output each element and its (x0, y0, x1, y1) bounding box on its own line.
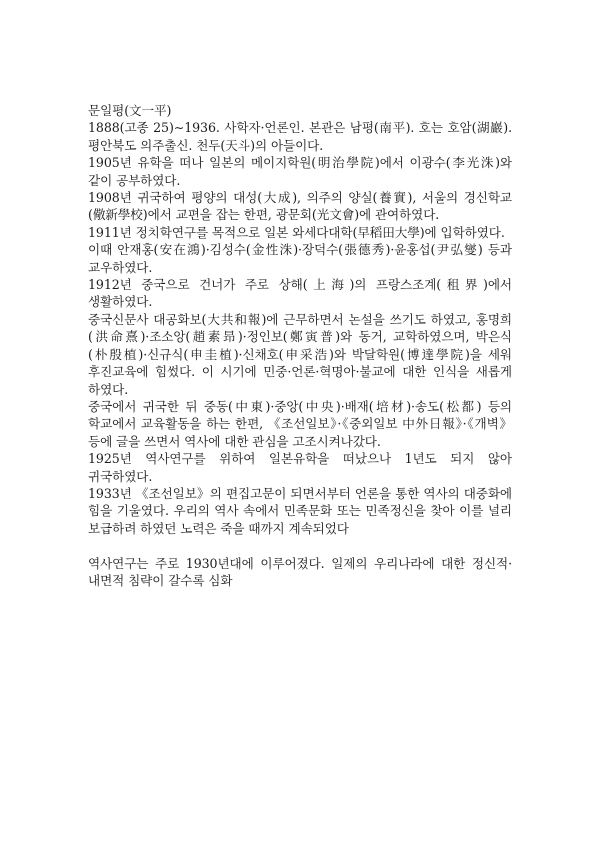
paragraph-birth-info: 1888(고종 25)∼1936. 사학자·언론인. 본관은 남평(南平). 호는 호암(湖巖). 평안북도 의주출신. 천두(天斗)의 아들이다. (88, 120, 512, 153)
document-body (88, 102, 512, 589)
paragraph-return: 중국에서 귀국한 뒤 중동(中東)·중앙(中央)·배재(培材)·송도(松都) 등의 학교에서 교육활동을 하는 한편, 《조선일보》·《중외일보 中外日報》·《개벽》 등에 글을 쓰면서 역사에 대한 관심을 고조시켜나갔다. (88, 398, 512, 449)
paragraph-1908: 1908년 귀국하여 평양의 대성(大成), 의주의 양실(養實), 서울의 경신학교(儆新學校)에서 교편을 잡는 한편, 광문회(光文會)에 관여하였다. (88, 190, 512, 223)
paragraph-newspaper: 중국신문사 대공화보(大共和報)에 근무하면서 논설을 쓰기도 하였고, 홍명희(洪命熹)·조소앙(趙素昻)·정인보(鄭寅普)와 동거, 교학하였으며, 박은식(朴殷植)·신규식(申圭植)·신채호(申采浩)와 박달학원(博達學院)을 세워 후진교육에 힘썼다. 이 시기에 민중·언론·혁명아·불교에 대한 인식을 새롭게 하였다. (88, 311, 512, 397)
paragraph-research: 역사연구는 주로 1930년대에 이루어졌다. 일제의 우리나라에 대한 정신적·내면적 침략이 갈수록 심화 (88, 555, 512, 588)
paragraph-1911: 1911년 정치학연구를 목적으로 일본 와세다대학(早稻田大學)에 입학하였다. (88, 224, 505, 240)
paragraph-1912: 1912년 중국으로 건너가 주로 상해(上海)의 프랑스조계(租界)에서 생활하였다. (88, 277, 512, 310)
paragraph-gap (88, 537, 512, 554)
document-title: 문일평(文一平) (88, 103, 172, 118)
paragraph-1905: 1905년 유학을 떠나 일본의 메이지학원(明治學院)에서 이광수(李光洙)와 같이 공부하였다. (88, 155, 512, 188)
paragraph-1925: 1925년 역사연구를 위하여 일본유학을 떠났으나 1년도 되지 않아 귀국하였다. (88, 451, 512, 484)
paragraph-1933: 1933년 《조선일보》의 편집고문이 되면서부터 언론을 통한 역사의 대중화에 힘을 기울였다. 우리의 역사 속에서 민족문화 또는 민족정신을 찾아 이를 널리 보급하려 하였던 노력은 죽을 때까지 계속되었다 (88, 485, 512, 536)
paragraph-friends: 이때 안재홍(安在鴻)·김성수(金性洙)·장덕수(張德秀)·윤홍섭(尹弘燮) 등과 교우하였다. (88, 242, 512, 275)
